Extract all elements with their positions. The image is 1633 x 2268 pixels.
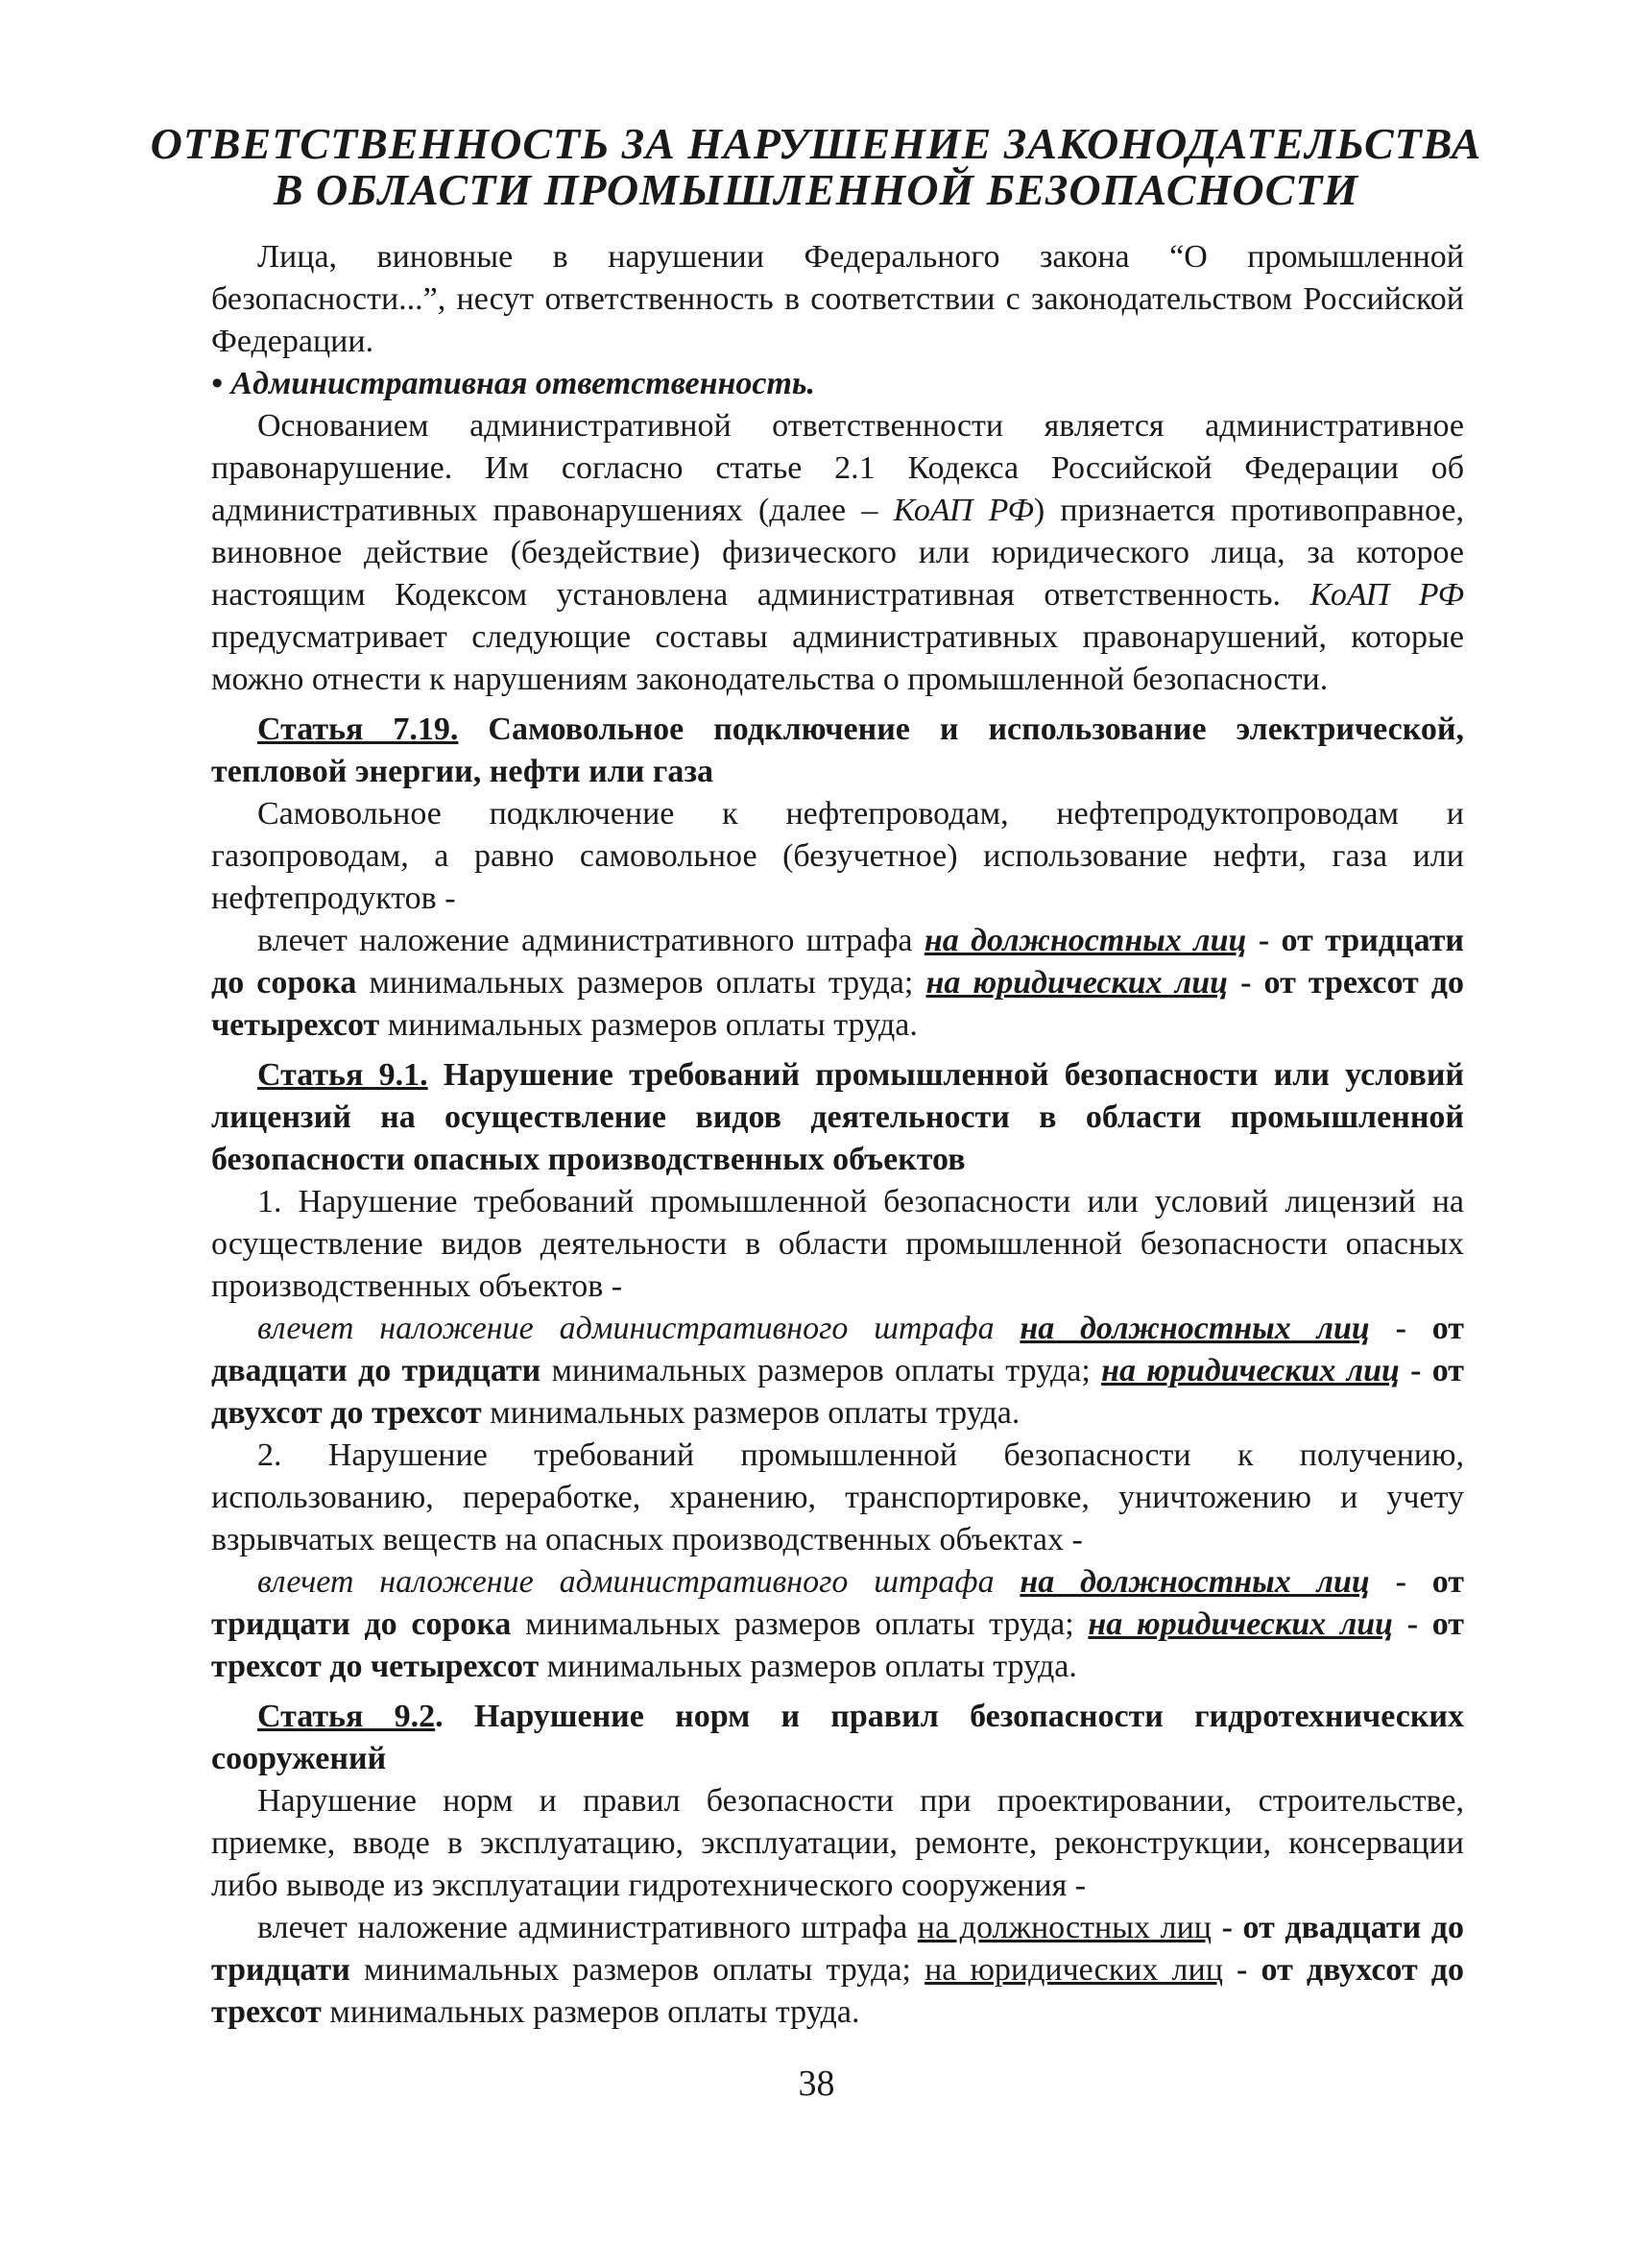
article-9-2-penalty bbox=[211, 1907, 1464, 2034]
penalty-text: минимальных размеров оплаты труда; bbox=[349, 1952, 925, 1988]
article-7-19-penalty bbox=[211, 920, 1464, 1047]
admin-text-2: ) признается противоправное, виновное действие (бездействие) физического или юридического лица, за которое настоящим Кодексом установлена административная ответственность. bbox=[211, 493, 1464, 613]
penalty-text bbox=[995, 1564, 1021, 1600]
penalty-text: минимальных размеров оплаты труда. bbox=[481, 1395, 1021, 1431]
penalty-text: минимальных размеров оплаты труда. bbox=[539, 1649, 1077, 1684]
article-9-2-number: Статья 9.2 bbox=[257, 1699, 436, 1734]
article-9-1-number: Статья 9.1. bbox=[257, 1057, 428, 1093]
penalty-text: влечет наложение административного штрафа bbox=[257, 923, 925, 958]
article-7-19-heading bbox=[211, 709, 1464, 793]
fine-range: трехсот до четырехсот bbox=[211, 965, 1465, 1043]
penalty-text: минимальных размеров оплаты труда. bbox=[321, 1994, 860, 2030]
admin-text-3: предусматривает следующие составы административных правонарушений, которые можно отнести к нарушениям законодательства о промышленной безопасности. bbox=[211, 619, 1464, 697]
officials-label: на должностных лиц bbox=[924, 923, 1247, 958]
fine-range: тридцати до сорока bbox=[211, 1606, 512, 1642]
fine-range: трехсот до четырехсот bbox=[211, 1649, 540, 1684]
legal-entities-label: на юридических лиц bbox=[1101, 1353, 1400, 1388]
fine-range: двадцати до тридцати bbox=[211, 1910, 1464, 1988]
penalty-text: - от bbox=[1369, 1311, 1464, 1346]
penalty-text: минимальных размеров оплаты труда; bbox=[511, 1606, 1089, 1642]
penalty-text: - bbox=[1222, 1952, 1261, 1988]
penalty-text: влечет наложение административного штрафа bbox=[257, 1564, 995, 1600]
article-9-2-title: . Нарушение норм и правил безопасности гидротехнических сооружений bbox=[211, 1699, 1464, 1776]
penalty-text: - от bbox=[1212, 1910, 1285, 1945]
fine-range: от двухсот до трехсот bbox=[211, 1353, 1464, 1431]
penalty-text: - bbox=[1399, 1353, 1432, 1388]
koap-abbrev-1: КоАП РФ bbox=[893, 493, 1034, 528]
officials-label: на должностных лиц bbox=[917, 1910, 1212, 1945]
fine-range: двадцати до тридцати bbox=[211, 1353, 541, 1388]
penalty-text: влечет наложение административного штрафа bbox=[257, 1311, 995, 1346]
admin-paragraph bbox=[211, 405, 1464, 701]
penalty-text bbox=[995, 1311, 1021, 1346]
article-9-2-body: Нарушение норм и правил безопасности при проектировании, строительстве, приемке, вводе в эксплуатацию, эксплуатации, ремонте, реконструкции, консервации либо выводе из эксплуатации гидротехнического сооружения - bbox=[211, 1783, 1464, 1903]
article-9-1-item-1-penalty bbox=[211, 1308, 1464, 1435]
koap-abbrev-2: КоАП РФ bbox=[1309, 577, 1464, 613]
penalty-text: - от bbox=[1228, 965, 1309, 1001]
article-7-19-body: Самовольное подключение к нефтепроводам, нефтепродуктопроводам и газопроводам, а равно самовольное (безучетное) использование нефти, газа или нефтепродуктов - bbox=[211, 796, 1464, 916]
officials-label: на должностных лиц bbox=[1020, 1311, 1370, 1346]
penalty-text: - от bbox=[1369, 1564, 1464, 1600]
penalty-text: минимальных размеров оплаты труда; bbox=[540, 1353, 1102, 1388]
legal-entities-label: на юридических лиц bbox=[925, 965, 1229, 1001]
admin-text-1: Основанием административной ответственности является административное правонарушение. Им согласно статье 2.1 Кодекса Российской Федерации об административных правонарушениях (далее – bbox=[211, 408, 1464, 528]
page-number: 38 bbox=[798, 2063, 835, 2104]
fine-range: от двухсот до трехсот bbox=[211, 1952, 1464, 2030]
document-body bbox=[211, 236, 1464, 2034]
page-title-line-2: В ОБЛАСТИ ПРОМЫШЛЕННОЙ БЕЗОПАСНОСТИ bbox=[273, 165, 1359, 214]
penalty-text: - от bbox=[1246, 923, 1326, 958]
article-9-1-title: Нарушение требований промышленной безопасности или условий лицензий на осуществление видов деятельности в области промышленной безопасности опасных производственных объектов bbox=[211, 1057, 1464, 1177]
legal-entities-label: на юридических лиц bbox=[1088, 1606, 1394, 1642]
article-9-1-item-2: 2. Нарушение требований промышленной безопасности к получению, использованию, переработке, хранению, транспортировке, уничтожению и учету взрывчатых веществ на опасных производственных объектах - bbox=[211, 1437, 1464, 1557]
fine-range: тридцати до сорока bbox=[211, 923, 1464, 1001]
penalty-text: минимальных размеров оплаты труда. bbox=[379, 1007, 918, 1043]
article-7-19-number: Статья 7.19. bbox=[257, 712, 459, 747]
article-7-19-title: Самовольное подключение и использование электрической, тепловой энергии, нефти или газа bbox=[211, 712, 1465, 789]
intro-paragraph: Лица, виновные в нарушении Федерального закона “О промышленной безопасности...”, несут ответственность в соответствии с законодательством Российской Федерации. bbox=[211, 239, 1464, 359]
penalty-text: - от bbox=[1393, 1606, 1465, 1642]
admin-liability-bullet: • Административная ответственность. bbox=[211, 366, 815, 401]
article-9-1-heading bbox=[211, 1054, 1464, 1181]
page-title-line-1: ОТВЕТСТВЕННОСТЬ ЗА НАРУШЕНИЕ ЗАКОНОДАТЕЛЬСТВА bbox=[150, 119, 1482, 168]
penalty-text: минимальных размеров оплаты труда; bbox=[356, 965, 926, 1001]
article-9-1-item-2-penalty bbox=[211, 1561, 1464, 1688]
officials-label: на должностных лиц bbox=[1020, 1564, 1370, 1600]
legal-entities-label: на юридических лиц bbox=[925, 1952, 1223, 1988]
article-9-2-heading bbox=[211, 1696, 1464, 1780]
penalty-text: влечет наложение административного штрафа bbox=[257, 1910, 918, 1945]
article-9-1-item-1: 1. Нарушение требований промышленной безопасности или условий лицензий на осуществление видов деятельности в области промышленной безопасности опасных производственных объектов - bbox=[211, 1184, 1464, 1304]
